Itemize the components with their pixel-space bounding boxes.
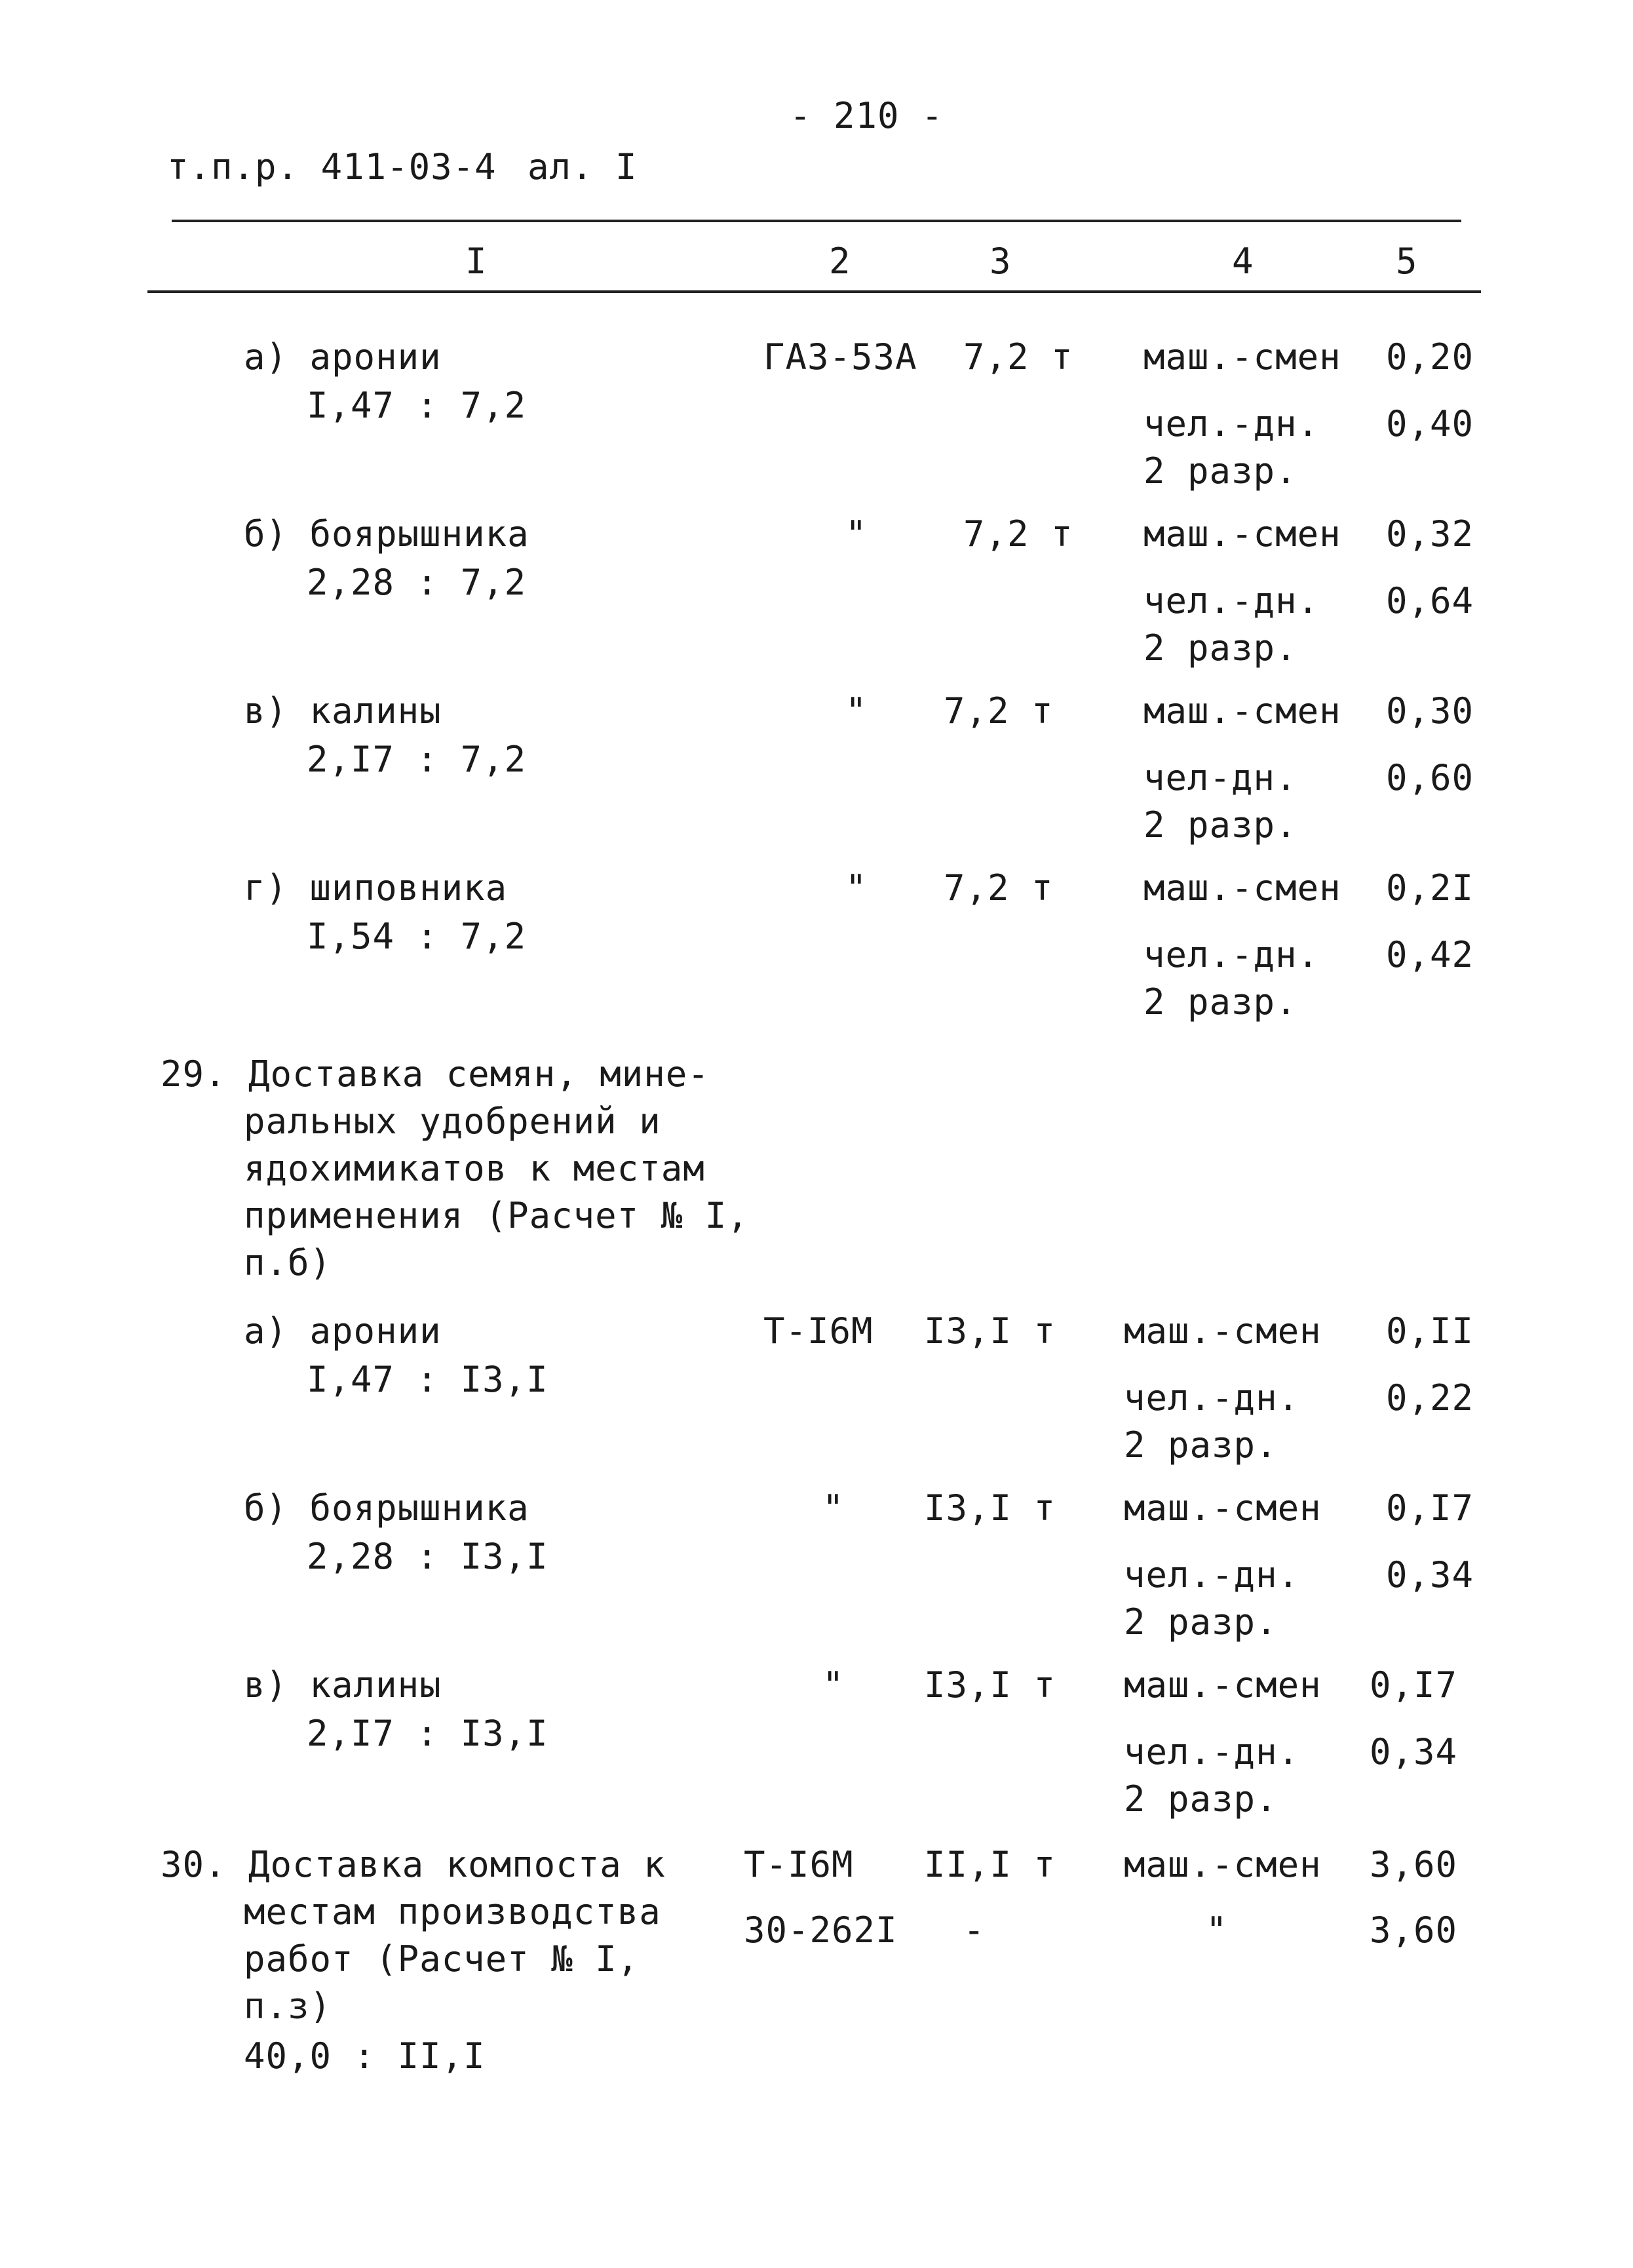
unit-name: чел-дн. [1143, 757, 1297, 798]
unit-name: маш.-смен [1143, 867, 1341, 909]
unit-value: 0,34 [1370, 1731, 1458, 1772]
row-machine: Т-I6М [763, 1310, 874, 1352]
row-ratio: 2,28 : 7,2 [307, 562, 527, 603]
item-title-line: применения (Расчет № I, [244, 1195, 749, 1236]
album-label: ал. I [528, 146, 638, 187]
row-ratio: I,47 : 7,2 [307, 385, 527, 426]
row-machine: ГАЗ-53А [763, 336, 917, 378]
unit-name: чел.-дн. [1143, 934, 1320, 975]
unit-name: маш.-смен [1143, 513, 1341, 555]
unit-name: маш.-смен [1143, 690, 1341, 732]
item-title-line: 30. Доставка компоста к [161, 1844, 666, 1885]
unit-name: " [1206, 1909, 1228, 1951]
page-number: - 210 - [790, 95, 944, 136]
item-title-line: п.з) [244, 1985, 332, 2027]
unit-name: маш.-смен [1124, 1664, 1322, 1706]
unit-name: маш.-смен [1124, 1310, 1322, 1352]
unit-value: 3,60 [1370, 1909, 1458, 1951]
unit-value: 0,2I [1386, 867, 1474, 909]
unit-name: маш.-смен [1124, 1487, 1322, 1529]
unit-grade: 2 разр. [1124, 1424, 1278, 1466]
unit-value: 0,32 [1386, 513, 1474, 555]
unit-value: 3,60 [1370, 1844, 1458, 1885]
unit-value: 0,40 [1386, 403, 1474, 444]
row-ratio: I,47 : I3,I [307, 1359, 548, 1400]
row-label: в) калины [244, 1664, 442, 1706]
unit-grade: 2 разр. [1124, 1778, 1278, 1820]
row-machine: " [822, 1664, 845, 1706]
item-title-line: 29. Доставка семян, мине- [161, 1053, 710, 1095]
unit-name: чел.-дн. [1124, 1377, 1300, 1418]
item-title-line: ядохимикатов к местам [244, 1148, 705, 1189]
column-header-3: 3 [989, 241, 1012, 282]
unit-name: чел.-дн. [1124, 1731, 1300, 1772]
item-title-line: работ (Расчет № I, [244, 1938, 640, 1980]
unit-grade: 2 разр. [1143, 981, 1297, 1023]
row-machine: " [845, 513, 868, 555]
unit-value: 0,I7 [1370, 1664, 1458, 1706]
unit-name: чел.-дн. [1143, 580, 1320, 621]
row-load: II,I т [924, 1844, 1056, 1885]
row-ratio: 2,I7 : I3,I [307, 1713, 548, 1754]
row-machine: 30-262I [744, 1909, 898, 1951]
unit-name: маш.-смен [1124, 1844, 1322, 1885]
item-title-line: п.б) [244, 1242, 332, 1283]
column-header-4: 4 [1232, 241, 1254, 282]
unit-grade: 2 разр. [1124, 1601, 1278, 1643]
row-machine: " [845, 867, 868, 909]
table-header-rule [147, 290, 1481, 293]
unit-value: 0,20 [1386, 336, 1474, 378]
row-label: в) калины [244, 690, 442, 732]
row-label: г) шиповника [244, 867, 508, 909]
unit-grade: 2 разр. [1143, 804, 1297, 846]
row-label: б) боярышника [244, 1487, 529, 1529]
row-ratio: 2,I7 : 7,2 [307, 739, 527, 780]
item-ratio: 40,0 : II,I [244, 2035, 486, 2077]
row-load: 7,2 т [944, 867, 1054, 909]
row-load: - [963, 1909, 986, 1951]
row-label: б) боярышника [244, 513, 529, 555]
unit-grade: 2 разр. [1143, 627, 1297, 669]
unit-name: маш.-смен [1143, 336, 1341, 378]
unit-value: 0,64 [1386, 580, 1474, 621]
unit-name: чел.-дн. [1143, 403, 1320, 444]
row-load: I3,I т [924, 1487, 1056, 1529]
unit-value: 0,I7 [1386, 1487, 1474, 1529]
item-title-line: местам производства [244, 1891, 661, 1932]
row-load: I3,I т [924, 1664, 1056, 1706]
row-label: а) аронии [244, 336, 442, 378]
unit-value: 0,II [1386, 1310, 1474, 1352]
unit-value: 0,30 [1386, 690, 1474, 732]
row-label: а) аронии [244, 1310, 442, 1352]
unit-value: 0,60 [1386, 757, 1474, 798]
unit-grade: 2 разр. [1143, 450, 1297, 492]
item-title-line: ральных удобрений и [244, 1101, 661, 1142]
table-top-rule [172, 220, 1461, 222]
row-load: I3,I т [924, 1310, 1056, 1352]
unit-value: 0,22 [1386, 1377, 1474, 1418]
row-load: 7,2 т [963, 513, 1073, 555]
unit-value: 0,34 [1386, 1554, 1474, 1595]
row-load: 7,2 т [963, 336, 1073, 378]
row-ratio: I,54 : 7,2 [307, 916, 527, 957]
row-machine: " [822, 1487, 845, 1529]
row-load: 7,2 т [944, 690, 1054, 732]
column-header-5: 5 [1396, 241, 1418, 282]
row-machine: " [845, 690, 868, 732]
document-reference: т.п.р. 411-03-4 [167, 146, 497, 187]
row-ratio: 2,28 : I3,I [307, 1536, 548, 1577]
column-header-1: I [465, 241, 488, 282]
unit-value: 0,42 [1386, 934, 1474, 975]
row-machine: Т-I6М [744, 1844, 854, 1885]
column-header-2: 2 [829, 241, 851, 282]
unit-name: чел.-дн. [1124, 1554, 1300, 1595]
